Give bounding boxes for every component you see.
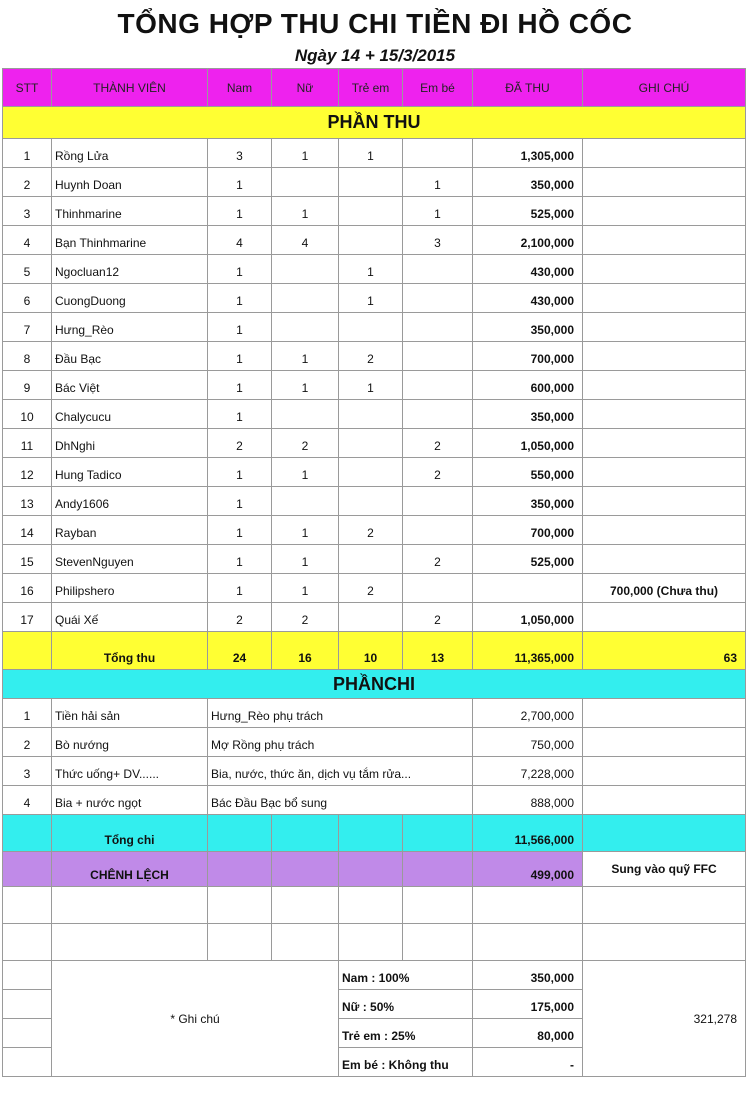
cell-da-thu[interactable]: 1,050,000 <box>473 429 583 458</box>
cell-em-be[interactable]: 2 <box>403 603 473 632</box>
cell-nu[interactable]: 1 <box>272 371 339 400</box>
cell-nam[interactable]: 1 <box>208 516 272 545</box>
cell-nu[interactable] <box>272 168 339 197</box>
cell-nam[interactable]: 1 <box>208 255 272 284</box>
cell-member-name[interactable]: Hưng_Rèo <box>52 313 208 342</box>
cell-expense-desc[interactable]: Bia, nước, thức ăn, dịch vụ tắm rửa... <box>208 757 473 786</box>
cell-ghi-chu[interactable]: 700,000 (Chưa thu) <box>583 574 746 603</box>
cell-tre-em[interactable] <box>339 197 403 226</box>
cell-da-thu[interactable]: 700,000 <box>473 342 583 371</box>
cell-tre-em[interactable] <box>339 545 403 574</box>
cell-stt[interactable]: 9 <box>3 371 52 400</box>
cell-ghi-chu[interactable] <box>583 197 746 226</box>
table-row <box>3 516 746 545</box>
cell-nu[interactable] <box>272 313 339 342</box>
cell-tre-em[interactable]: 2 <box>339 574 403 603</box>
cell-da-thu[interactable]: 700,000 <box>473 516 583 545</box>
empty-row <box>3 887 746 924</box>
cell-tre-em[interactable] <box>339 400 403 429</box>
header-ghi-chu: GHI CHÚ <box>583 69 746 107</box>
cell-stt[interactable]: 12 <box>3 458 52 487</box>
cell-blank[interactable] <box>52 887 208 924</box>
cell-expense-amount[interactable]: 2,700,000 <box>473 699 583 728</box>
cell-tre-em[interactable] <box>339 458 403 487</box>
cell-blank[interactable] <box>403 924 473 961</box>
table-row <box>3 168 746 197</box>
notes-label[interactable]: * Ghi chú <box>52 961 339 1077</box>
cell-blank[interactable] <box>208 887 272 924</box>
cell-tre-em[interactable]: 1 <box>339 255 403 284</box>
cell-stt[interactable]: 15 <box>3 545 52 574</box>
note-rate-label[interactable]: Em bé : Không thu <box>339 1048 473 1077</box>
cell-em-be[interactable]: 2 <box>403 545 473 574</box>
header-em-be: Em bé <box>403 69 473 107</box>
cell-nam[interactable]: 1 <box>208 545 272 574</box>
cell-stt[interactable]: 14 <box>3 516 52 545</box>
cell-blank[interactable] <box>403 815 473 852</box>
table-row <box>3 757 746 786</box>
cell-em-be[interactable] <box>403 255 473 284</box>
cell-blank[interactable] <box>339 887 403 924</box>
cell-stt[interactable]: 7 <box>3 313 52 342</box>
table-row <box>3 342 746 371</box>
total-income-row <box>3 632 746 670</box>
header-row <box>3 69 746 107</box>
table-row <box>3 699 746 728</box>
cell-nam[interactable]: 1 <box>208 400 272 429</box>
cell-da-thu[interactable]: 525,000 <box>473 197 583 226</box>
cell-nam[interactable]: 3 <box>208 139 272 168</box>
table-row <box>3 458 746 487</box>
table-row <box>3 574 746 603</box>
cell-expense-item[interactable]: Thức uống+ DV...... <box>52 757 208 786</box>
cell-tre-em[interactable] <box>339 429 403 458</box>
cell-da-thu[interactable]: 2,100,000 <box>473 226 583 255</box>
cell-member-name[interactable]: Rayban <box>52 516 208 545</box>
cell-blank[interactable] <box>583 924 746 961</box>
cell-ghi-chu[interactable] <box>583 757 746 786</box>
section-chi-row <box>3 670 746 699</box>
cell-expense-amount[interactable]: 7,228,000 <box>473 757 583 786</box>
cell-nu[interactable] <box>272 487 339 516</box>
section-thu-label: PHẦN THU <box>3 107 746 139</box>
sheet-subtitle: Ngày 14 + 15/3/2015 <box>294 46 456 65</box>
table-row <box>3 786 746 815</box>
note-rate-label[interactable]: Nam : 100% <box>339 961 473 990</box>
table-row <box>3 255 746 284</box>
cell-blank[interactable] <box>3 632 52 670</box>
header-member: THÀNH VIÊN <box>52 69 208 107</box>
table-row <box>3 545 746 574</box>
table-row <box>3 429 746 458</box>
cell-stt[interactable]: 6 <box>3 284 52 313</box>
summary-table <box>2 68 746 1077</box>
cell-da-thu[interactable]: 430,000 <box>473 284 583 313</box>
table-row <box>3 284 746 313</box>
cell-tre-em[interactable]: 2 <box>339 342 403 371</box>
cell-da-thu[interactable]: 350,000 <box>473 313 583 342</box>
cell-stt[interactable]: 2 <box>3 168 52 197</box>
note-row <box>3 961 746 990</box>
cell-nam[interactable]: 1 <box>208 574 272 603</box>
cell-tre-em[interactable] <box>339 168 403 197</box>
cell-member-name[interactable]: CuongDuong <box>52 284 208 313</box>
cell-ghi-chu[interactable] <box>583 699 746 728</box>
cell-em-be[interactable]: 1 <box>403 168 473 197</box>
cell-nu[interactable] <box>272 284 339 313</box>
cell-em-be[interactable] <box>403 487 473 516</box>
table-row <box>3 197 746 226</box>
cell-nam[interactable]: 1 <box>208 168 272 197</box>
difference-note[interactable]: Sung vào quỹ FFC <box>583 852 746 887</box>
cell-member-name[interactable]: Huynh Doan <box>52 168 208 197</box>
cell-da-thu[interactable]: 430,000 <box>473 255 583 284</box>
cell-tre-em[interactable] <box>339 487 403 516</box>
cell-blank[interactable] <box>272 815 339 852</box>
total-expense-label[interactable]: Tổng chi <box>52 815 208 852</box>
cell-stt[interactable]: 1 <box>3 139 52 168</box>
cell-ghi-chu[interactable] <box>583 342 746 371</box>
table-row <box>3 728 746 757</box>
total-income-label[interactable]: Tổng thu <box>52 632 208 670</box>
table-row <box>3 139 746 168</box>
cell-blank[interactable] <box>583 815 746 852</box>
cell-expense-desc[interactable]: Mợ Rồng phụ trách <box>208 728 473 757</box>
header-tre-em: Trẻ em <box>339 69 403 107</box>
cell-em-be[interactable] <box>403 342 473 371</box>
cell-blank[interactable] <box>3 1048 52 1077</box>
cell-em-be[interactable] <box>403 400 473 429</box>
cell-stt[interactable]: 16 <box>3 574 52 603</box>
cell-nam[interactable]: 1 <box>208 342 272 371</box>
cell-em-be[interactable] <box>403 313 473 342</box>
cell-em-be[interactable] <box>403 371 473 400</box>
cell-expense-desc[interactable]: Hưng_Rèo phụ trách <box>208 699 473 728</box>
cell-nam[interactable]: 1 <box>208 371 272 400</box>
header-da-thu: ĐÃ THU <box>473 69 583 107</box>
cell-member-name[interactable]: Chalycucu <box>52 400 208 429</box>
cell-da-thu[interactable] <box>473 574 583 603</box>
cell-tre-em[interactable]: 2 <box>339 516 403 545</box>
cell-nu[interactable]: 1 <box>272 516 339 545</box>
cell-member-name[interactable]: Hung Tadico <box>52 458 208 487</box>
cell-blank[interactable] <box>339 852 403 887</box>
cell-blank[interactable] <box>403 852 473 887</box>
cell-blank[interactable] <box>208 852 272 887</box>
cell-blank[interactable] <box>3 852 52 887</box>
cell-blank[interactable] <box>272 887 339 924</box>
cell-nu[interactable]: 2 <box>272 429 339 458</box>
table-row <box>3 487 746 516</box>
cell-tre-em[interactable] <box>339 226 403 255</box>
cell-member-name[interactable]: Andy1606 <box>52 487 208 516</box>
cell-member-name[interactable]: Thinhmarine <box>52 197 208 226</box>
notes-side-value[interactable]: 321,278 <box>583 961 746 1077</box>
table-row <box>3 603 746 632</box>
cell-ghi-chu[interactable] <box>583 603 746 632</box>
cell-blank[interactable] <box>272 852 339 887</box>
cell-nu[interactable]: 4 <box>272 226 339 255</box>
cell-stt[interactable]: 11 <box>3 429 52 458</box>
cell-stt[interactable]: 10 <box>3 400 52 429</box>
cell-member-name[interactable]: Quái Xế <box>52 603 208 632</box>
cell-ghi-chu[interactable] <box>583 400 746 429</box>
cell-expense-amount[interactable]: 888,000 <box>473 786 583 815</box>
cell-nam[interactable]: 2 <box>208 603 272 632</box>
cell-expense-amount[interactable]: 750,000 <box>473 728 583 757</box>
cell-expense-item[interactable]: Tiền hải sản <box>52 699 208 728</box>
header-nu: Nữ <box>272 69 339 107</box>
total-tre-em[interactable]: 10 <box>339 632 403 670</box>
cell-nu[interactable]: 1 <box>272 545 339 574</box>
note-rate-label[interactable]: Trẻ em : 25% <box>339 1019 473 1048</box>
cell-blank[interactable] <box>583 887 746 924</box>
cell-nam[interactable]: 2 <box>208 429 272 458</box>
cell-em-be[interactable] <box>403 139 473 168</box>
cell-da-thu[interactable]: 550,000 <box>473 458 583 487</box>
cell-tre-em[interactable]: 1 <box>339 371 403 400</box>
total-nam[interactable]: 24 <box>208 632 272 670</box>
total-da-thu[interactable]: 11,365,000 <box>473 632 583 670</box>
note-rate-value[interactable]: 350,000 <box>473 961 583 990</box>
cell-blank[interactable] <box>208 815 272 852</box>
cell-da-thu[interactable]: 1,050,000 <box>473 603 583 632</box>
cell-ghi-chu[interactable] <box>583 429 746 458</box>
cell-nam[interactable]: 1 <box>208 458 272 487</box>
cell-da-thu[interactable]: 350,000 <box>473 400 583 429</box>
cell-nu[interactable] <box>272 400 339 429</box>
cell-ghi-chu[interactable] <box>583 458 746 487</box>
note-rate-value[interactable]: - <box>473 1048 583 1077</box>
table-row <box>3 313 746 342</box>
cell-blank[interactable] <box>52 924 208 961</box>
cell-nu[interactable]: 1 <box>272 342 339 371</box>
cell-nam[interactable]: 1 <box>208 487 272 516</box>
cell-ghi-chu[interactable] <box>583 168 746 197</box>
cell-stt[interactable]: 8 <box>3 342 52 371</box>
cell-blank[interactable] <box>3 924 52 961</box>
cell-ghi-chu[interactable] <box>583 371 746 400</box>
cell-blank[interactable] <box>473 924 583 961</box>
total-em-be[interactable]: 13 <box>403 632 473 670</box>
total-nu[interactable]: 16 <box>272 632 339 670</box>
cell-tre-em[interactable]: 1 <box>339 139 403 168</box>
table-row <box>3 226 746 255</box>
cell-member-name[interactable]: Rồng Lửa <box>52 139 208 168</box>
difference-amount[interactable]: 499,000 <box>473 852 583 887</box>
section-chi-label: PHẦNCHI <box>3 670 746 699</box>
cell-blank[interactable] <box>339 924 403 961</box>
cell-ghi-chu[interactable] <box>583 728 746 757</box>
total-expense-row <box>3 815 746 852</box>
cell-stt[interactable]: 4 <box>3 226 52 255</box>
cell-blank[interactable] <box>3 990 52 1019</box>
cell-tre-em[interactable] <box>339 603 403 632</box>
cell-da-thu[interactable]: 525,000 <box>473 545 583 574</box>
note-rate-label[interactable]: Nữ : 50% <box>339 990 473 1019</box>
cell-stt[interactable]: 4 <box>3 786 52 815</box>
cell-nu[interactable]: 1 <box>272 458 339 487</box>
table-row <box>3 371 746 400</box>
table-row <box>3 400 746 429</box>
difference-label[interactable]: CHÊNH LỆCH <box>52 852 208 887</box>
empty-row <box>3 924 746 961</box>
total-ghi-chu[interactable]: 63 <box>583 632 746 670</box>
cell-member-name[interactable]: StevenNguyen <box>52 545 208 574</box>
cell-da-thu[interactable]: 350,000 <box>473 487 583 516</box>
cell-nu[interactable]: 2 <box>272 603 339 632</box>
cell-stt[interactable]: 1 <box>3 699 52 728</box>
cell-member-name[interactable]: Bác Việt <box>52 371 208 400</box>
header-nam: Nam <box>208 69 272 107</box>
cell-da-thu[interactable]: 350,000 <box>473 168 583 197</box>
cell-nam[interactable]: 4 <box>208 226 272 255</box>
cell-ghi-chu[interactable] <box>583 226 746 255</box>
cell-blank[interactable] <box>208 924 272 961</box>
cell-stt[interactable]: 2 <box>3 728 52 757</box>
cell-blank[interactable] <box>3 887 52 924</box>
cell-member-name[interactable]: Bạn Thinhmarine <box>52 226 208 255</box>
cell-ghi-chu[interactable] <box>583 786 746 815</box>
cell-member-name[interactable]: Đầu Bạc <box>52 342 208 371</box>
cell-member-name[interactable]: DhNghi <box>52 429 208 458</box>
cell-da-thu[interactable]: 1,305,000 <box>473 139 583 168</box>
cell-stt[interactable]: 13 <box>3 487 52 516</box>
difference-row <box>3 852 746 887</box>
note-rate-value[interactable]: 80,000 <box>473 1019 583 1048</box>
cell-expense-desc[interactable]: Bác Đầu Bạc bổ sung <box>208 786 473 815</box>
cell-nam[interactable]: 1 <box>208 197 272 226</box>
sheet-title: TỔNG HỢP THU CHI TIỀN ĐI HỒ CỐC <box>117 8 633 39</box>
cell-tre-em[interactable]: 1 <box>339 284 403 313</box>
cell-ghi-chu[interactable] <box>583 545 746 574</box>
cell-stt[interactable]: 3 <box>3 757 52 786</box>
cell-member-name[interactable]: Philipshero <box>52 574 208 603</box>
cell-blank[interactable] <box>473 887 583 924</box>
cell-ghi-chu[interactable] <box>583 516 746 545</box>
cell-blank[interactable] <box>339 815 403 852</box>
cell-ghi-chu[interactable] <box>583 487 746 516</box>
cell-em-be[interactable]: 2 <box>403 458 473 487</box>
cell-em-be[interactable] <box>403 284 473 313</box>
cell-da-thu[interactable]: 600,000 <box>473 371 583 400</box>
cell-blank[interactable] <box>3 961 52 990</box>
cell-em-be[interactable]: 2 <box>403 429 473 458</box>
cell-member-name[interactable]: Ngocluan12 <box>52 255 208 284</box>
cell-nam[interactable]: 1 <box>208 284 272 313</box>
cell-blank[interactable] <box>3 815 52 852</box>
cell-ghi-chu[interactable] <box>583 255 746 284</box>
cell-blank[interactable] <box>403 887 473 924</box>
cell-ghi-chu[interactable] <box>583 313 746 342</box>
cell-tre-em[interactable] <box>339 313 403 342</box>
cell-ghi-chu[interactable] <box>583 284 746 313</box>
cell-expense-item[interactable]: Bò nướng <box>52 728 208 757</box>
cell-em-be[interactable] <box>403 574 473 603</box>
table-body <box>3 69 746 1077</box>
cell-blank[interactable] <box>3 1019 52 1048</box>
cell-blank[interactable] <box>272 924 339 961</box>
cell-stt[interactable]: 5 <box>3 255 52 284</box>
cell-stt[interactable]: 17 <box>3 603 52 632</box>
cell-stt[interactable]: 3 <box>3 197 52 226</box>
cell-ghi-chu[interactable] <box>583 139 746 168</box>
section-thu-row <box>3 107 746 139</box>
cell-expense-item[interactable]: Bia + nước ngọt <box>52 786 208 815</box>
cell-nu[interactable]: 1 <box>272 197 339 226</box>
header-stt: STT <box>3 69 52 107</box>
total-expense-amount[interactable]: 11,566,000 <box>473 815 583 852</box>
cell-nu[interactable]: 1 <box>272 574 339 603</box>
cell-nam[interactable]: 1 <box>208 313 272 342</box>
cell-em-be[interactable]: 3 <box>403 226 473 255</box>
note-rate-value[interactable]: 175,000 <box>473 990 583 1019</box>
cell-em-be[interactable]: 1 <box>403 197 473 226</box>
cell-em-be[interactable] <box>403 516 473 545</box>
cell-nu[interactable] <box>272 255 339 284</box>
cell-nu[interactable]: 1 <box>272 139 339 168</box>
